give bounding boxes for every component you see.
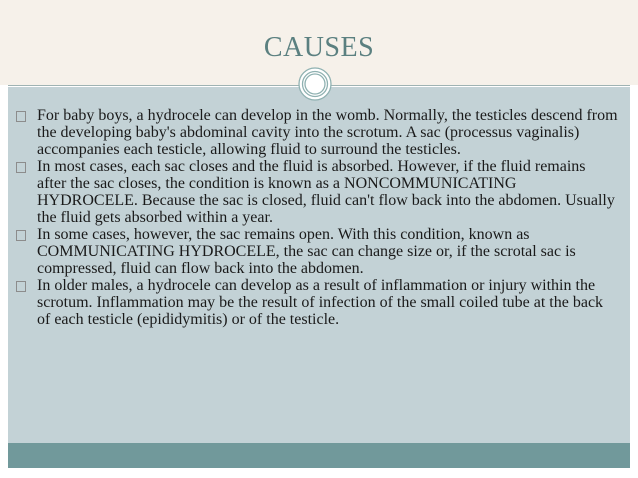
hollow-square-bullet-icon [16, 281, 26, 292]
hollow-square-bullet-icon [16, 162, 26, 173]
bullet-text: In some cases, however, the sac remains open. With this condition, known as COMMUNICATING HYDROCELE, the sac can change size or, if the scrotal sac is compressed, fluid can flow back into the abdomen. [37, 226, 576, 277]
bullet-text: For baby boys, a hydrocele can develop in the womb. Normally, the testicles descend from the developing baby's abdominal cavity into the scrotum. A sac (processus vaginalis) accompanies each testicle, allowing fluid to surround the testicles. [37, 107, 618, 158]
bullet-text: In older males, a hydrocele can develop as a result of inflammation or injury within the scrotum. Inflammation may be the result of infection of the small coiled tube at the back of each testicle (epididymitis) or of the testicle. [37, 277, 604, 328]
list-item [16, 107, 618, 158]
list-item [16, 226, 618, 277]
footer-band [8, 443, 630, 468]
slide-content-area [8, 87, 630, 443]
bullet-text: In most cases, each sac closes and the fluid is absorbed. However, if the fluid remains after the sac closes, the condition is known as a NONCOMMUNICATING HYDROCELE. Because the sac is closed, fluid can't flow back into the abdomen. Usually the fluid gets absorbed within a year. [37, 158, 615, 226]
slide-title: CAUSES [263, 32, 375, 63]
hollow-square-bullet-icon [16, 111, 26, 122]
list-item [16, 158, 618, 226]
hollow-square-bullet-icon [16, 230, 26, 241]
list-item [16, 277, 618, 328]
double-circle-ornament-icon [298, 67, 332, 101]
bullet-list [16, 107, 618, 328]
